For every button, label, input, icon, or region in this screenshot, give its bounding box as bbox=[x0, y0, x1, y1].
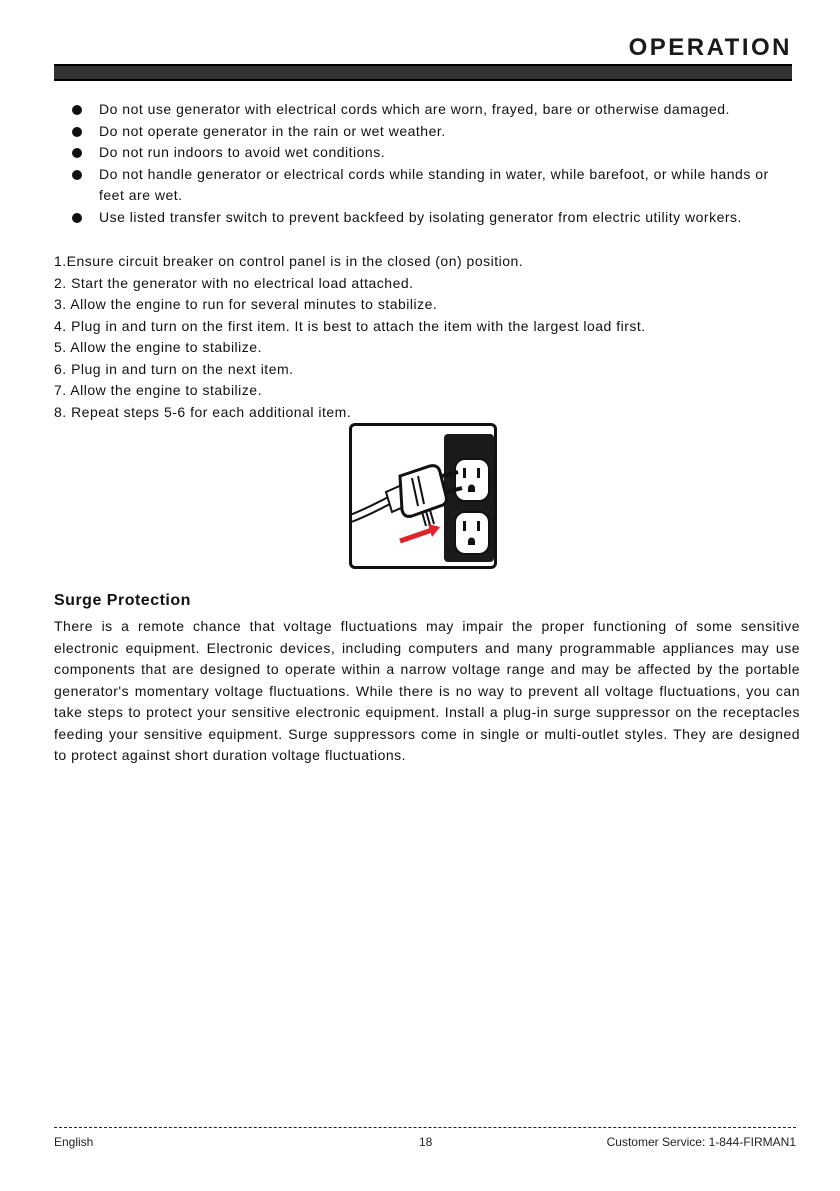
plug-illustration bbox=[349, 423, 497, 569]
surge-protection-heading: Surge Protection bbox=[54, 592, 191, 609]
bullet-dot-icon bbox=[72, 105, 82, 115]
page-number: 18 bbox=[419, 1135, 433, 1149]
safety-bullet-list bbox=[0, 99, 840, 228]
step-item: 2. Start the generator with no electrical load attached. bbox=[54, 274, 414, 291]
page-title: OPERATION bbox=[628, 34, 792, 61]
footer-divider bbox=[54, 1127, 796, 1128]
procedure-step-list bbox=[54, 251, 814, 423]
direction-arrow-icon bbox=[400, 524, 440, 541]
step-item: 4. Plug in and turn on the first item. It is best to attach the item with the largest load first. bbox=[54, 317, 646, 334]
step-item: 5. Allow the engine to stabilize. bbox=[54, 339, 262, 355]
bullet-item bbox=[0, 99, 840, 121]
step-item: 1.Ensure circuit breaker on control panel is in the closed (on) position. bbox=[54, 253, 524, 269]
bullet-item bbox=[0, 164, 840, 207]
bullet-text: Do not handle generator or electrical cords while standing in water, while barefoot, or while hands or feet are wet. bbox=[99, 165, 769, 203]
bullet-dot-icon bbox=[72, 170, 82, 180]
bullet-text: Do not use generator with electrical cords which are worn, frayed, bare or otherwise damaged. bbox=[99, 101, 730, 117]
bullet-dot-icon bbox=[72, 213, 82, 223]
bullet-text: Do not operate generator in the rain or wet weather. bbox=[99, 122, 446, 139]
step-item: 7. Allow the engine to stabilize. bbox=[54, 382, 262, 398]
bullet-item bbox=[0, 207, 840, 229]
customer-service: Customer Service: 1-844-FIRMAN1 bbox=[606, 1135, 796, 1149]
bullet-item bbox=[0, 142, 840, 164]
bullet-dot-icon bbox=[72, 127, 82, 137]
surge-protection-paragraph: There is a remote chance that voltage fluctuations may impair the proper functioning of some sensitive electronic equipment. Electronic devices, including computers and many programmable appliances may use components that are designed to operate within a narrow voltage range and may be affected by the portable generator's momentary voltage fluctuations. While there is no way to prevent all voltage fluctuations, you can take steps to protect your sensitive electronic equipment. Install a plug-in surge suppressor on the receptacles feeding your sensitive equipment. Surge suppressors come in single or multi-outlet styles. They are designed to protect against short duration voltage fluctuations. bbox=[54, 618, 800, 763]
page-footer bbox=[54, 1135, 796, 1151]
step-item: 8. Repeat steps 5-6 for each additional item. bbox=[54, 403, 352, 420]
bullet-dot-icon bbox=[72, 148, 82, 158]
step-item: 6. Plug in and turn on the next item. bbox=[54, 360, 294, 377]
header-bar bbox=[54, 64, 792, 81]
footer-language: English bbox=[54, 1135, 94, 1149]
bullet-text: Do not run indoors to avoid wet conditions. bbox=[99, 144, 386, 160]
step-item: 3. Allow the engine to run for several minutes to stabilize. bbox=[54, 296, 438, 312]
bullet-text: Use listed transfer switch to prevent backfeed by isolating generator from electric utility workers. bbox=[99, 208, 742, 225]
bullet-item bbox=[0, 121, 840, 143]
plug-into-outlet-icon bbox=[352, 426, 494, 566]
